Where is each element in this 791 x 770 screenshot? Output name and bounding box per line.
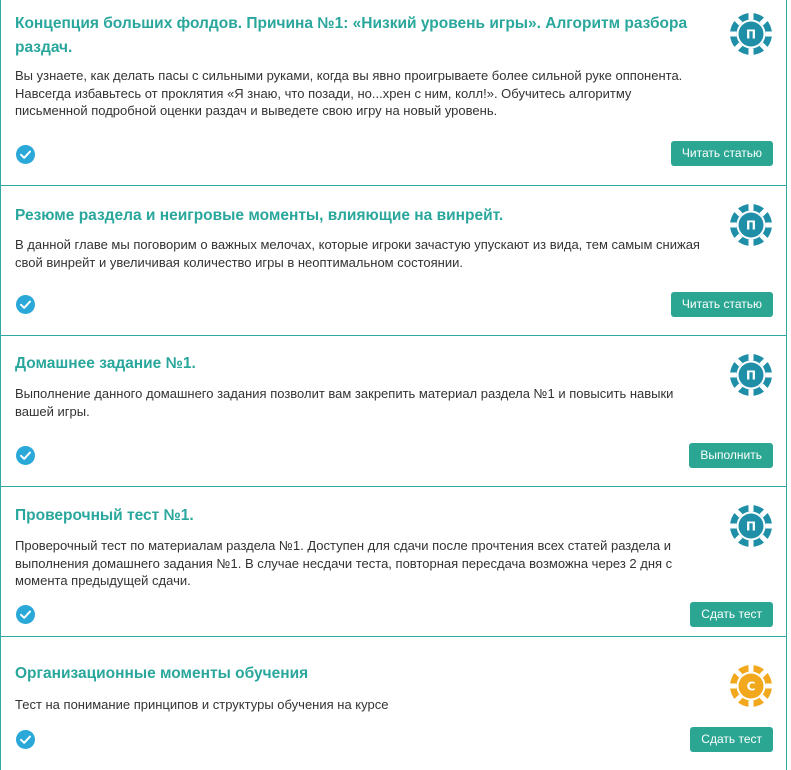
svg-text:С: С xyxy=(746,679,756,694)
svg-text:П: П xyxy=(745,218,757,233)
complete-homework-button[interactable]: Выполнить xyxy=(689,443,773,468)
take-test-button[interactable]: Сдать тест xyxy=(690,727,773,752)
svg-text:П: П xyxy=(745,368,757,383)
check-circle-icon xyxy=(16,605,35,624)
lesson-card xyxy=(1,487,786,637)
svg-text:П: П xyxy=(745,27,757,42)
lesson-description: Проверочный тест по материалам раздела №1. Доступен для сдачи после прочтения всех статей раздела и выполнения домашнего задания №1. В случае несдачи теста, повторная пересдача возможна через 2 дня с момента предыдущей сдачи. xyxy=(15,538,673,588)
check-circle-icon xyxy=(16,145,35,164)
check-circle-icon xyxy=(16,295,35,314)
poker-chip-icon xyxy=(729,353,773,397)
lesson-description: В данной главе мы поговорим о важных мелочах, которые игроки зачастую упускают из вида, тем самым снижая свой винрейт и увеличивая количество игры в неоптимальном состоянии. xyxy=(15,237,700,270)
read-article-button[interactable]: Читать статью xyxy=(671,292,773,317)
lesson-description: Вы узнаете, как делать пасы с сильными руками, когда вы явно проигрываете более сильной руке оппонента. Навсегда избавьтесь от проклятия «Я знаю, что позади, но...хрен с ним, колл!». Обучитесь алгоритму письменной подробной оценки раздач и выведете свою игру на новый уровень. xyxy=(15,68,683,118)
lesson-card xyxy=(1,186,786,336)
lesson-title[interactable]: Резюме раздела и неигровые моменты, влияющие на винрейт. xyxy=(15,207,504,224)
check-circle-icon xyxy=(16,730,35,749)
lesson-title[interactable]: Проверочный тест №1. xyxy=(15,507,194,524)
poker-chip-icon xyxy=(729,664,773,708)
lesson-description: Тест на понимание принципов и структуры обучения на курсе xyxy=(15,697,389,712)
poker-chip-icon xyxy=(729,504,773,548)
poker-chip-icon xyxy=(729,12,773,56)
lesson-title[interactable]: Домашнее задание №1. xyxy=(15,355,196,372)
lesson-title[interactable]: Концепция больших фолдов. Причина №1: «Низкий уровень игры». Алгоритм разбора раздач. xyxy=(15,15,688,56)
svg-text:П: П xyxy=(745,519,757,534)
poker-chip-icon xyxy=(729,203,773,247)
lesson-card xyxy=(1,637,786,770)
take-test-button[interactable]: Сдать тест xyxy=(690,602,773,627)
lesson-card xyxy=(1,336,786,487)
lesson-title[interactable]: Организационные моменты обучения xyxy=(15,665,309,682)
read-article-button[interactable]: Читать статью xyxy=(671,141,773,166)
check-circle-icon xyxy=(16,446,35,465)
lesson-description: Выполнение данного домашнего задания позволит вам закрепить материал раздела №1 и повысить навыки вашей игры. xyxy=(15,386,674,419)
lesson-card xyxy=(1,0,786,186)
